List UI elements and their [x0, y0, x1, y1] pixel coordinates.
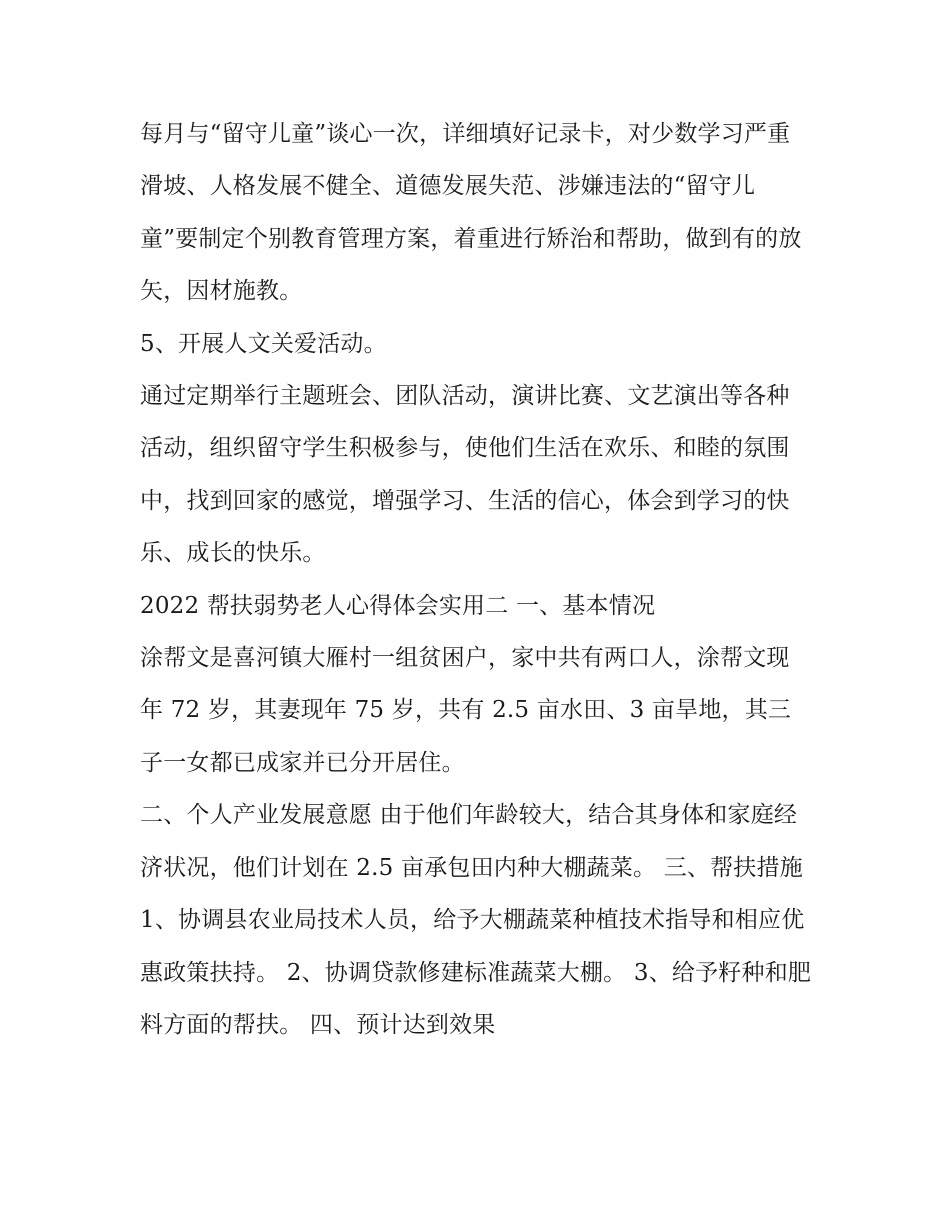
paragraph-theme-activities: 通过定期举行主题班会、团队活动，演讲比赛、文艺演出等各种活动，组织留守学生积极参与，使他们生活在欢乐、和睦的氛围中，找到回家的感觉，增强学习、生活的信心，体会到学习的快乐、成长的快乐。 — [140, 383, 790, 567]
paragraph-left-behind-children-talk: 每月与“留守儿童”谈心一次，详细填好记录卡，对少数学习严重滑坡、人格发展不健全、道德发展失范、涉嫌违法的“留守儿童”要制定个别教育管理方案，着重进行矫治和帮助，做到有的放矢，因材施教。 — [140, 121, 802, 305]
document-page — [140, 108, 812, 1051]
heading-basic-situation: 2022 帮扶弱势老人心得体会实用二 一、基本情况 — [140, 592, 656, 619]
paragraph-household-info: 涂帮文是喜河镇大雁村一组贫困户，家中共有两口人，涂帮文现年 72 岁，其妻现年 75 岁，共有 2.5 亩水田、3 亩旱地，其三子一女都已成家并已分开居住。 — [140, 645, 792, 776]
heading-humanistic-care-activities: 5、开展人文关爱活动。 — [140, 330, 387, 357]
paragraph-industry-development: 二、个人产业发展意愿 由于他们年龄较大，结合其身体和家庭经济状况，他们计划在 2.5 亩承包田内种大棚蔬菜。 三、帮扶措施 — [140, 802, 803, 881]
paragraph-assistance-measures: 1、协调县农业局技术人员，给予大棚蔬菜种植技术指导和相应优惠政策扶持。 2、协调贷款修建标准蔬菜大棚。 3、给予籽种和肥料方面的帮扶。 四、预计达到效果 — [140, 907, 812, 1038]
